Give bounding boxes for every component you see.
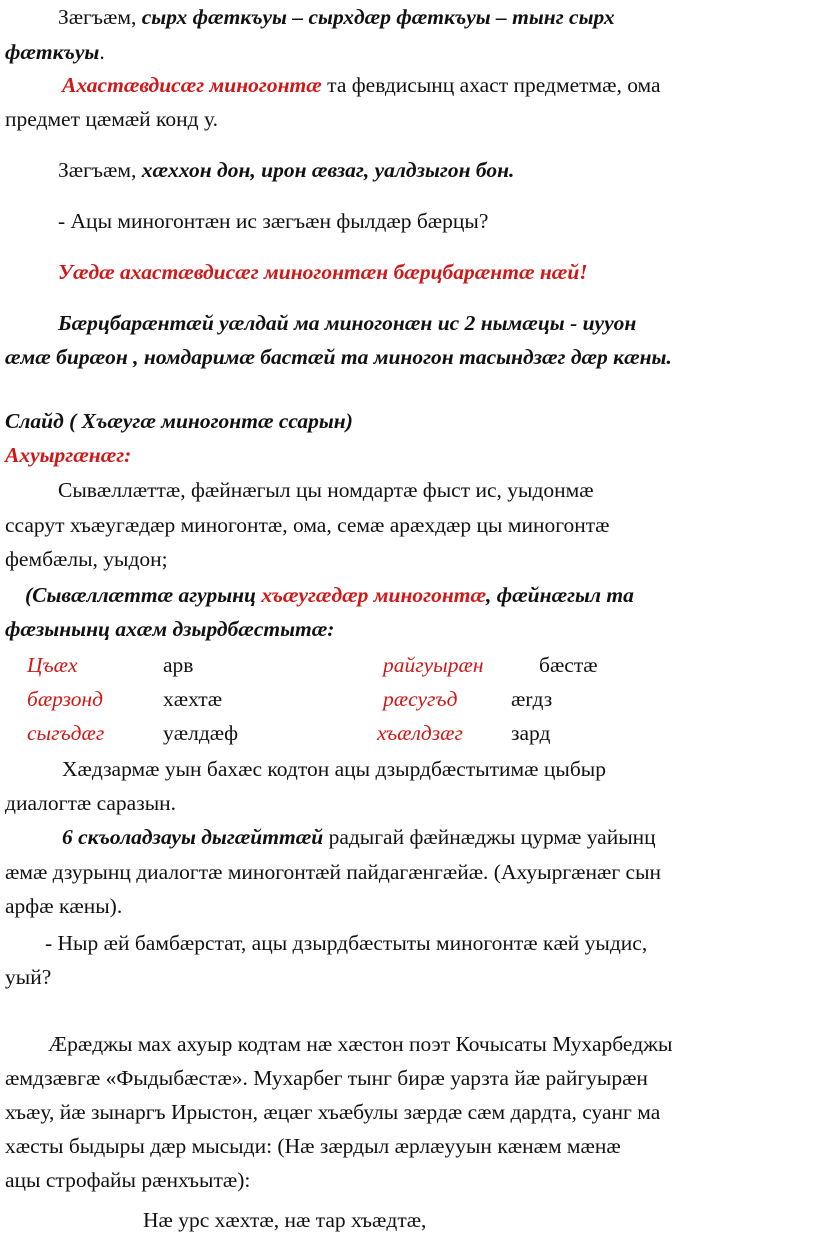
pair-adjective: Цъæх — [27, 653, 78, 677]
paragraph-number-note: Бæрцбарæнтæй уæлдай ма миногонæн ис 2 нымæцы - иууон — [58, 311, 637, 335]
homework-note: Хæдзармæ уын бахæс кодтон ацы дзырдбæстытимæ цыбыр — [62, 757, 606, 781]
paragraph-line: ссарут хъæугæдæр миногонтæ, ома, семæ арæхдæр цы миногонтæ — [5, 513, 610, 537]
red-term: Ахастæвдисæг миногонтæ — [62, 73, 322, 97]
pair-noun: арв — [163, 653, 194, 677]
question-2: - Ныр æй бамбæрстат, ацы дзырдбæстыты миногонтæ кæй уыдис, — [45, 931, 648, 955]
paragraph-line: фембæлы, уыдон; — [5, 547, 168, 571]
paragraph-example-1 — [58, 2, 615, 32]
dialog-activity — [62, 822, 656, 852]
text: (Сывæллæттæ агурынц — [25, 583, 262, 607]
text: та февдисынц ахаст предметмæ, ома — [321, 73, 661, 97]
pair-noun: уæлдæф — [163, 721, 239, 745]
red-statement: Уæдæ ахастæвдисæг миногонтæн бæрцбарæнтæ нæй! — [58, 260, 588, 284]
text: . — [99, 40, 105, 64]
pair-adjective: сыгъдæг — [27, 721, 105, 745]
emphasis-text: сырх фæткъуы – сырхдæр фæткъуы – тынг сырх — [141, 5, 615, 29]
pair-noun: зард — [511, 721, 551, 745]
paragraph-line: предмет цæмæй конд у. — [5, 107, 218, 131]
paragraph-line: уый? — [5, 965, 52, 989]
red-term: хъæугæдæр миногонтæ — [261, 583, 487, 607]
pair-noun: бæстæ — [539, 653, 598, 677]
poet-paragraph: Æрæджы мах ахуыр кодтам нæ хæстон поэт Кочысаты Мухарбеджы — [48, 1032, 673, 1056]
paragraph-line: æмдзæвгæ «Фыдыбæстæ». Мухарбег тынг бирæ уарзта йæ райгуырæн — [5, 1066, 648, 1090]
paragraph-line: диалогтæ саразын. — [5, 791, 177, 815]
pair-adjective: хъæлдзæг — [377, 721, 463, 745]
text: радыгай фæйнæджы цурмæ уайынц — [323, 825, 656, 849]
paragraph-line: хъæу, йæ зынаргъ Ирыстон, æцæг хъæбулы зæрдæ сæм дардта, суанг ма — [5, 1100, 661, 1124]
question-1: - Ацы миногонтæн ис зæгъæн фылдæр бæрцы? — [58, 209, 489, 233]
emphasis-text: фæткъуы — [5, 40, 100, 64]
paragraph-line: æмæ бирæон , номдаримæ бастæй та миногон тасындзæг дæр кæны. — [5, 345, 672, 369]
emphasis-text: 6 скъоладзауы дыгæйттæй — [62, 825, 324, 849]
text: , фæйнæгыл та — [486, 583, 634, 607]
student-activity — [25, 580, 634, 610]
pair-adjective: рæсугъд — [383, 687, 458, 711]
emphasis-text: хæххон дон, ирон æвзаг, уалдзыгон бон. — [141, 158, 515, 182]
paragraph-example-1-cont — [5, 37, 105, 67]
pair-noun: ærдз — [511, 687, 553, 711]
paragraph-example-2 — [58, 155, 514, 185]
pair-adjective: бæрзонд — [27, 687, 104, 711]
paragraph-line: ацы строфайы рæнхъытæ): — [5, 1168, 251, 1192]
paragraph-relative-adjectives — [62, 70, 661, 100]
poem-line: Нæ урс хæхтæ, нæ тар хъæдтæ, — [143, 1208, 427, 1232]
text: Зæгъæм, — [58, 5, 142, 29]
paragraph-line: арфæ кæны). — [5, 894, 123, 918]
paragraph-line: хæсты быдыры дæр мысыди: (Нæ зæрдыл æрлæууын кæнæм мæнæ — [5, 1134, 621, 1158]
paragraph-line: æмæ дзурынц диалогтæ миногонтæй пайдагæнгæйæ. (Ахуыргæнæг сын — [5, 860, 662, 884]
pair-noun: хæхтæ — [163, 687, 223, 711]
paragraph-line: фæзынынц ахæм дзырдбæстытæ: — [5, 617, 335, 641]
teacher-instruction: Сывæллæттæ, фæйнæгыл цы номдартæ фыст ис, уыдонмæ — [58, 478, 594, 502]
teacher-label: Ахуыргæнæг: — [5, 443, 132, 467]
slide-heading: Слайд ( Хъæугæ миногонтæ ссарын) — [5, 409, 353, 433]
text: Зæгъæм, — [58, 158, 142, 182]
pair-adjective: райгуырæн — [383, 653, 484, 677]
